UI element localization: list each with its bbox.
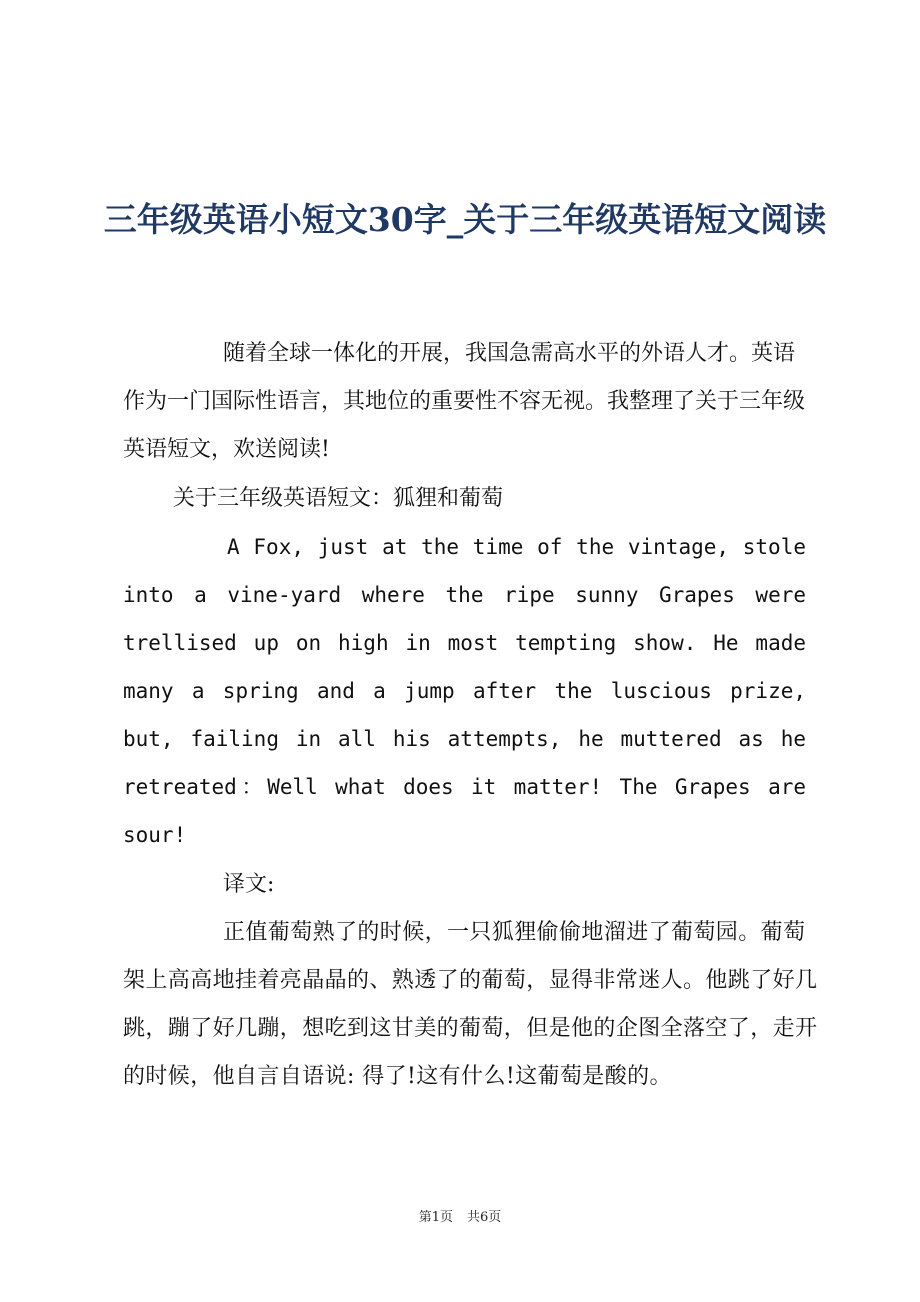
- translation-paragraph: 正值葡萄熟了的时候，一只狐狸偷偷地溜进了葡萄园。葡萄架上高高地挂着亮晶晶的、熟透了的葡萄，显得非常迷人。他跳了好几跳，蹦了好几蹦，想吃到这甘美的葡萄，但是他的企图全落空了，走开的时候，他自言自语说: 得了!这有什么!这葡萄是酸的。: [123, 920, 818, 1089]
- english-passage: A Fox, just at the time of the vintage, stole into a vine-yard where the ripe sunny Grapes were trellised up on high in most tempting show. He made many a spring and a jump after the luscious prize, but, failing in all his attempts, he muttered as he retreated：Well what does it matter! The Grapes are sour!: [123, 535, 806, 847]
- page-footer: [0, 1206, 920, 1225]
- section-heading: 关于三年级英语短文：狐狸和葡萄: [173, 486, 504, 511]
- document-title: 三年级英语小短文30字_关于三年级英语短文阅读: [103, 200, 827, 239]
- page-total: 共6页: [467, 1210, 502, 1225]
- translation-label: 译文:: [223, 872, 275, 897]
- page-number: 第1页: [418, 1210, 453, 1225]
- intro-paragraph: 随着全球一体化的开展，我国急需高水平的外语人才。英语作为一门国际性语言，其地位的重要性不容无视。我整理了关于三年级英语短文，欢送阅读!: [123, 341, 806, 462]
